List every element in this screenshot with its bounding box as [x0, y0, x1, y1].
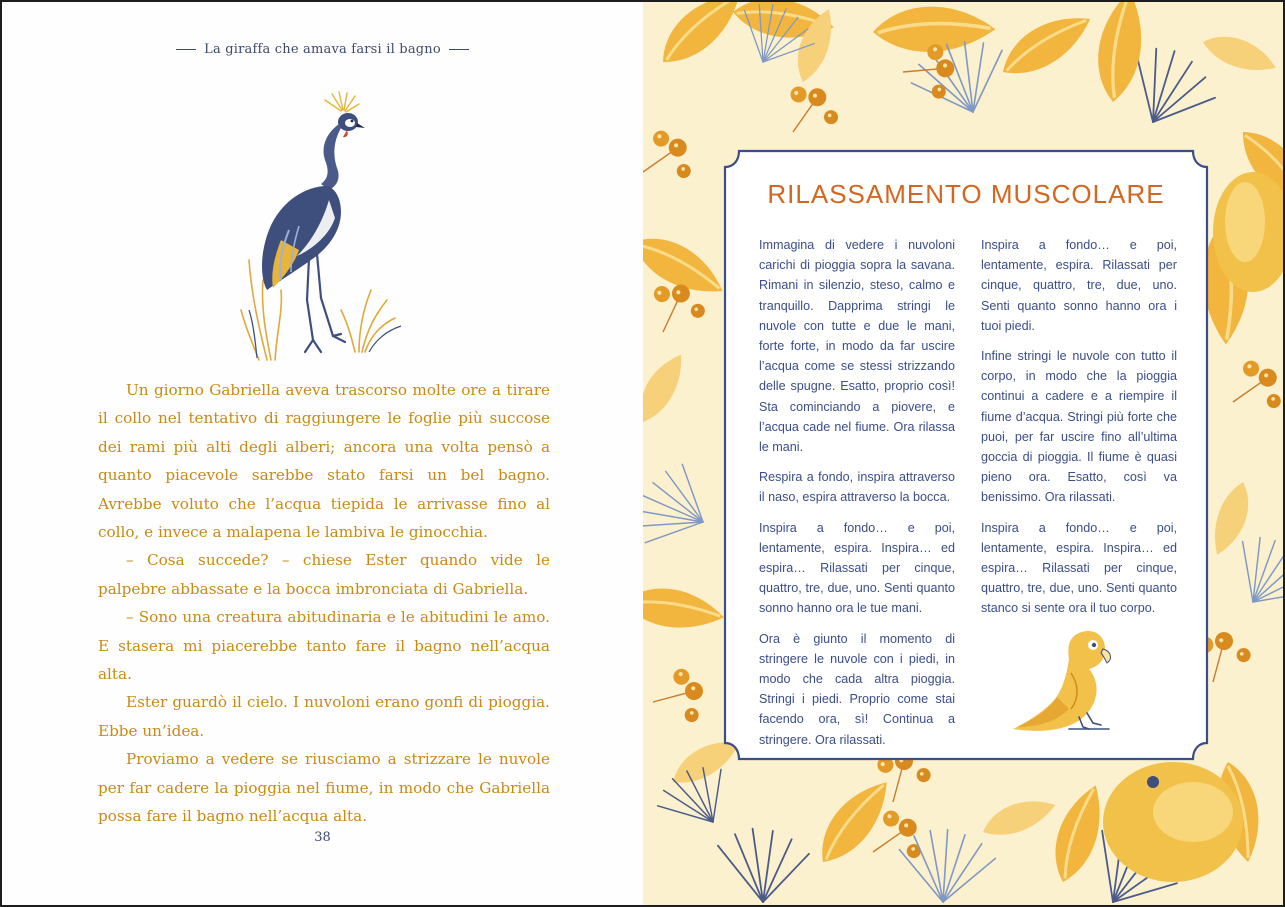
box-column-right [981, 235, 1177, 629]
right-page [643, 2, 1285, 905]
box-paragraph: Inspira a fondo… e poi, lentamente, espira. Rilassati per cinque, quattro, tre, due, uno. Senti quanto sonno hanno ora i tuoi piedi. [981, 238, 1177, 333]
box-paragraph: Ora è giunto il momento di stringere le nuvole con i piedi, in modo che cada altra pioggia. Stringi i piedi. Proprio come stai facendo ora, sì! Continua a stringere. Ora rilassati. [759, 631, 955, 747]
story-paragraph: – Cosa succede? – chiese Ester quando vide le palpebre abbassate e la bocca imbronciata di Gabriella. [98, 551, 550, 598]
box-paragraph: Immagina di vedere i nuvoloni carichi di pioggia sopra la savana. Rimani in silenzio, steso, calmo e tranquillo. Dapprima stringi le nuvole con tutte e due le mani, forte forte, in modo da far uscire l’acqua come se stessi strizzando delle spugne. Esatto, proprio così! Sta cominciando a piovere, e l’acqua cade nel fiume. Ora rilassa le mani. [759, 238, 955, 455]
box-paragraph: Inspira a fondo… e poi, lentamente, espira. Inspira… ed espira… Rilassati per cinque, quattro, tre, due, uno. Senti quanto stanco si sente ora il tuo corpo. [981, 520, 1177, 616]
box-title: RILASSAMENTO MUSCOLARE [767, 179, 1165, 209]
relaxation-box [719, 145, 1213, 765]
running-head-text: La giraffa che amava farsi il bagno [204, 42, 441, 57]
box-column-left [759, 235, 955, 760]
box-paragraph: Inspira a fondo… e poi, lentamente, espira. Inspira… ed espira… Rilassati per cinque, quattro, tre, due, uno. Senti quanto sonno hanno ora le tue mani. [759, 520, 955, 616]
box-paragraph: Infine stringi le nuvole con tutto il corpo, in modo che la pioggia continui a cadere e a riempire il fiume d’acqua. Stringi più forte che puoi, per far uscire fino all’ultima goccia di pioggia. Il fiume è quasi pieno ora. Esatto, così va benissimo. Ora rilassati. [981, 349, 1177, 505]
parrot-icon [1009, 613, 1119, 738]
story-text [98, 376, 550, 831]
story-paragraph: – Sono una creatura abitudinaria e le abitudini le amo. E stasera mi piacerebbe tanto fare il bagno nell’acqua alta. [98, 608, 550, 684]
crowned-crane-icon [237, 90, 407, 365]
page-number: 38 [314, 830, 331, 845]
story-paragraph: Proviamo a vedere se riusciamo a strizzare le nuvole per far cadere la pioggia nel fiume, in modo che Gabriella possa fare il bagno nell’acqua alta. [98, 750, 550, 826]
running-head-dash-right [449, 49, 469, 50]
running-head [2, 42, 643, 57]
story-paragraph: Ester guardò il cielo. I nuvoloni erano gonfi di pioggia. Ebbe un’idea. [98, 693, 550, 740]
left-page [2, 2, 643, 905]
story-paragraph: Un giorno Gabriella aveva trascorso molte ore a tirare il collo nel tentativo di raggiungere le foglie più succose dei rami più alti degli alberi; ancora una volta pensò a quanto piacevole sarebbe stato farsi un bel bagno. Avrebbe voluto che l’acqua tiepida le arrivasse fino al collo, e invece a malapena le lambiva le ginocchia. [98, 381, 550, 542]
box-paragraph: Respira a fondo, inspira attraverso il naso, espira attraverso la bocca. [759, 470, 955, 505]
running-head-dash-left [176, 49, 196, 50]
